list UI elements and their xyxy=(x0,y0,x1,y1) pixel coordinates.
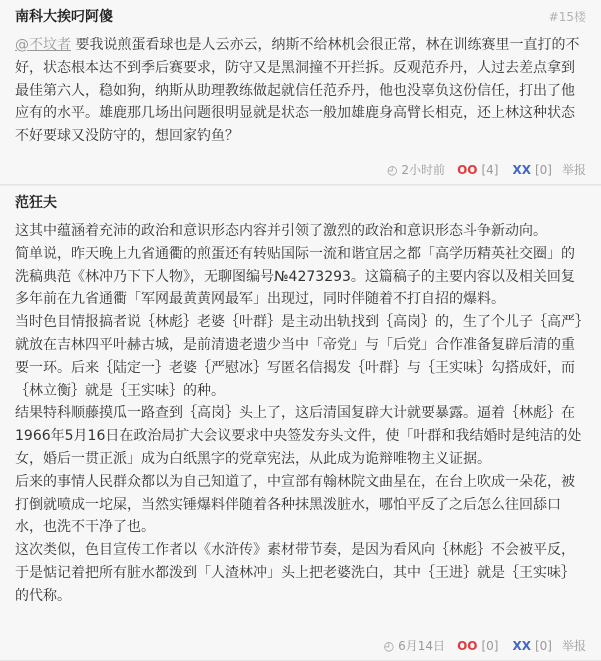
comment-paragraph: 这次类似，色目宣传工作者以《水浒传》素材带节奏，是因为看风向｛林彪｝不会被平反，于是惦记着把所有脏水都泼到「人渣林冲」头上把老婆洗白，其中｛王进｝就是｛王实味｝的代称。 xyxy=(15,542,575,604)
comment-footer xyxy=(384,637,586,654)
comment-paragraph: 这其中蕴涵着充沛的政治和意识形态内容并引领了激烈的政治和意识形态斗争新动向。 xyxy=(15,223,547,239)
report-link[interactable]: 举报 xyxy=(561,163,586,177)
upvote-button[interactable]: OO xyxy=(457,162,478,177)
upvote-count: [0] xyxy=(481,638,499,653)
comment-text: 要我说煎蛋看球也是人云亦云，纳斯不给林机会很正常，林在训练赛里一直打的不好，状态根本达不到季后赛要求，防守又是黑洞撞不开拦拆。反观范乔丹，人过去差点拿到最佳第六人，稳如狗，纳斯从助理教练做起就信任范乔丹，他也没辜负这份信任，打出了他应有的水平。雄鹿那几场出问题很明显就是状态一般加雄鹿身高臂长相克，还上林这种状态不好要球又没防守的，想回家钓鱼？ xyxy=(15,37,580,145)
comment-paragraph: 后来的事情人民群众都以为自己知道了，中宣部有翰林院文曲星在，在台上吹成一朵花，被打倒就喷成一坨屎，当然实锤爆料伴随着各种抹黑泼脏水，哪怕平反了之后怎么往回舔口水，也洗不干净了也。 xyxy=(15,473,575,536)
upvote-button[interactable]: OO xyxy=(457,638,478,653)
comment-content xyxy=(15,220,586,608)
comment-header xyxy=(15,0,586,32)
clock-icon: ◴ xyxy=(383,638,395,653)
comment-time: 6月14日 xyxy=(398,639,446,653)
mention-link[interactable]: @不坟者 xyxy=(15,37,71,53)
downvote-count: [0] xyxy=(534,162,552,177)
comment-paragraph: 简单说，昨天晚上九省通衢的煎蛋还有转贴国际一流和谐宜居之都「高学历精英社交圈」的洗稿典范《林冲乃下下人物》，无聊图编号№4273293。这篇稿子的主要内容以及相关回复多年前在九省通衢「军网最黄黄网最军」出现过，同时伴随着不打自招的爆料。 xyxy=(15,245,575,308)
comment-post-16 xyxy=(0,185,601,661)
downvote-button[interactable]: XX xyxy=(512,638,531,653)
comment-author[interactable]: 范狂夫 xyxy=(15,195,57,211)
comment-author[interactable]: 南科大挨叼阿傻 xyxy=(15,9,113,25)
comment-time: 2小时前 xyxy=(401,163,446,177)
upvote-count: [4] xyxy=(481,162,499,177)
clock-icon: ◴ xyxy=(386,162,398,177)
comment-paragraph: 当时色目情报搞者说｛林彪｝老婆｛叶群｝是主动出轨找到｛高岗｝的，生了个儿子｛高严｝就放在吉林四平叶赫古城，是前清遗老遗少当中「帝党」与「后党」合作准备复辟后清的重要一环。后来｛陆定一｝老婆｛严慰冰｝写匿名信揭发｛叶群｝与｛王实味｝勾搭成奸，而｛林立衡｝就是｛王实味｝的种。 xyxy=(15,314,582,399)
floor-number: #15楼 xyxy=(548,9,586,24)
downvote-button[interactable]: XX xyxy=(512,162,531,177)
comment-header xyxy=(15,186,586,218)
comment-post-15 xyxy=(0,0,601,185)
comment-paragraph: 结果特科顺藤摸瓜一路查到｛高岗｝头上了，这后清国复辟大计就要暴露。逼着｛林彪｝在1966年5月16日在政治局扩大会议要求中央签发夯头文件，使「叶群和我结婚时是纯洁的处女，婚后一贯正派」成为白纸黑字的党章宪法，从此成为诡辩唯物主义证据。 xyxy=(15,405,582,467)
downvote-count: [0] xyxy=(534,638,552,653)
comment-footer xyxy=(387,161,586,178)
report-link[interactable]: 举报 xyxy=(561,639,586,653)
comment-content xyxy=(15,34,586,148)
